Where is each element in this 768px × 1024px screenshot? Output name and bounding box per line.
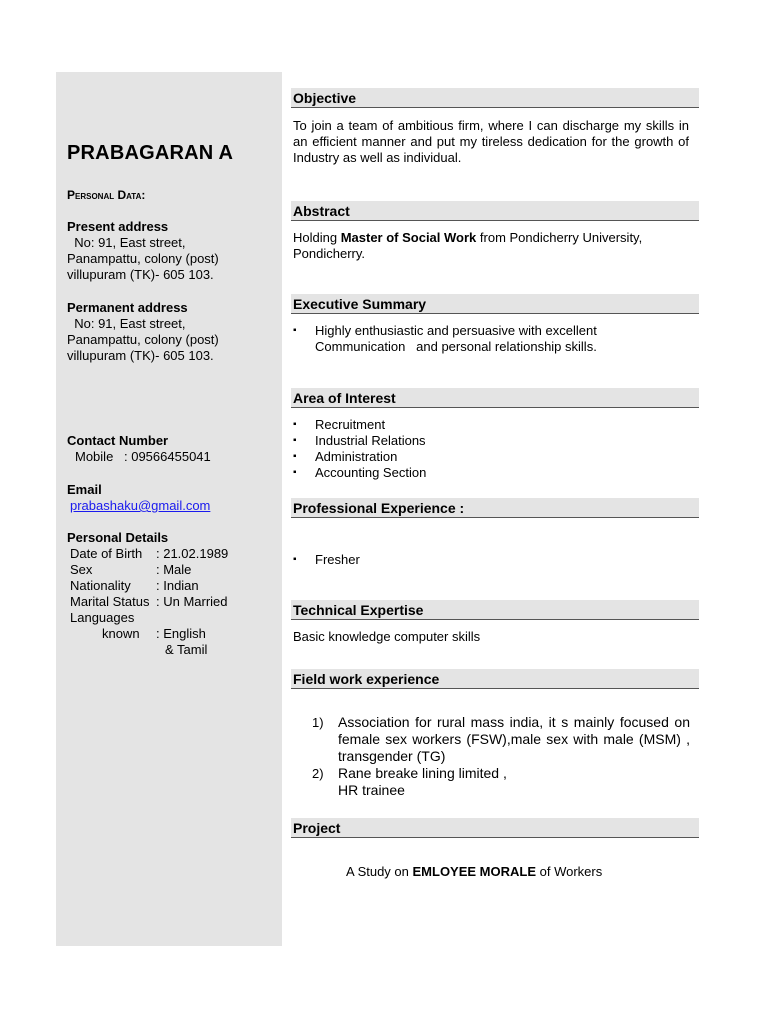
project-prefix: A Study on bbox=[346, 864, 413, 879]
list-item: ▪ Administration bbox=[293, 449, 689, 465]
permanent-address-line: No: 91, East street, bbox=[67, 316, 186, 331]
sex-label: Sex bbox=[70, 562, 93, 577]
project-heading: Project bbox=[291, 818, 699, 838]
email-block bbox=[67, 482, 210, 514]
list-item: ▪ Highly enthusiastic and persuasive with excellent Communication and personal relationship skills. bbox=[293, 323, 613, 355]
mobile-label: Mobile bbox=[75, 449, 114, 464]
list-item bbox=[312, 765, 690, 799]
email-heading: Email bbox=[67, 482, 102, 497]
abstract-heading: Abstract bbox=[291, 201, 699, 221]
nationality-label: Nationality bbox=[70, 578, 131, 593]
sex-row bbox=[67, 562, 267, 578]
mobile-value: : 09566455041 bbox=[124, 449, 211, 464]
item-text-line2: HR trainee bbox=[338, 782, 405, 798]
item-text: Rane breake lining limited , bbox=[338, 765, 507, 781]
executive-summary-heading: Executive Summary bbox=[291, 294, 699, 314]
personal-details bbox=[67, 530, 267, 658]
present-address-line: Panampattu, colony (post) bbox=[67, 251, 219, 266]
present-address-line: villupuram (TK)- 605 103. bbox=[67, 267, 214, 282]
languages-known-row bbox=[67, 626, 267, 642]
nationality-row bbox=[67, 578, 267, 594]
abstract-suffix: from Pondicherry University, Pondicherry. bbox=[293, 230, 643, 261]
dob-value: : 21.02.1989 bbox=[156, 546, 229, 561]
present-address-line: No: 91, East street, bbox=[67, 235, 186, 250]
present-address-heading: Present address bbox=[67, 219, 169, 234]
area-of-interest-heading: Area of Interest bbox=[291, 388, 699, 408]
permanent-address-heading: Permanent address bbox=[67, 300, 188, 315]
project-title: EMLOYEE MORALE bbox=[412, 864, 537, 879]
professional-experience-list bbox=[293, 552, 689, 568]
item-text: Association for rural mass india, it s mainly focused on female sex workers (FSW),male sex with male (MSM) , transgender (TG) bbox=[338, 714, 690, 764]
permanent-address bbox=[67, 300, 219, 364]
languages-value: : English bbox=[156, 626, 206, 641]
dob-row bbox=[67, 546, 267, 562]
objective-heading: Objective bbox=[291, 88, 699, 108]
languages-label: Languages bbox=[70, 610, 135, 625]
permanent-address-line: Panampattu, colony (post) bbox=[67, 332, 219, 347]
item-number: 2) bbox=[312, 766, 324, 781]
contact-number bbox=[67, 433, 267, 465]
permanent-address-line: villupuram (TK)- 605 103. bbox=[67, 348, 214, 363]
abstract-text bbox=[293, 230, 689, 262]
list-item: ▪ Industrial Relations bbox=[293, 433, 689, 449]
list-item bbox=[312, 714, 690, 765]
nationality-value: : Indian bbox=[156, 578, 199, 593]
known-label: known bbox=[102, 626, 140, 641]
project-suffix: of Workers bbox=[536, 864, 603, 879]
languages-row bbox=[67, 610, 267, 626]
email-link[interactable]: prabashaku@gmail.com bbox=[70, 498, 211, 513]
present-address bbox=[67, 219, 219, 283]
marital-value: : Un Married bbox=[156, 594, 228, 609]
dob-label: Date of Birth bbox=[70, 546, 143, 561]
mobile-row bbox=[67, 449, 267, 465]
abstract-degree: Master of Social Work bbox=[340, 230, 477, 245]
technical-expertise-heading: Technical Expertise bbox=[291, 600, 699, 620]
technical-expertise-text: Basic knowledge computer skills bbox=[293, 629, 481, 644]
abstract-prefix: Holding bbox=[293, 230, 341, 245]
field-work-list bbox=[312, 714, 690, 799]
contact-heading: Contact Number bbox=[67, 433, 169, 448]
marital-row bbox=[67, 594, 267, 610]
personal-data-title: Personal Data: bbox=[67, 188, 146, 202]
area-of-interest-list bbox=[293, 417, 689, 481]
field-work-heading: Field work experience bbox=[291, 669, 699, 689]
item-number: 1) bbox=[312, 715, 324, 730]
list-item: ▪ Accounting Section bbox=[293, 465, 689, 481]
sex-value: : Male bbox=[156, 562, 192, 577]
professional-experience-heading: Professional Experience : bbox=[291, 498, 699, 518]
personal-details-heading: Personal Details bbox=[67, 530, 169, 545]
project-text bbox=[346, 864, 742, 880]
sidebar bbox=[56, 72, 282, 946]
languages-extra-row bbox=[67, 642, 267, 658]
languages-value-2: & Tamil bbox=[165, 642, 208, 657]
executive-summary-list bbox=[293, 323, 613, 355]
marital-label: Marital Status bbox=[70, 594, 150, 609]
candidate-name: PRABAGARAN A bbox=[67, 142, 234, 164]
list-item: ▪ Recruitment bbox=[293, 417, 689, 433]
list-item: ▪ Fresher bbox=[293, 552, 689, 568]
objective-text: To join a team of ambitious firm, where I can discharge my skills in an efficient manner and put my tireless dedication for the growth of Industry as well as individual. bbox=[293, 118, 689, 165]
